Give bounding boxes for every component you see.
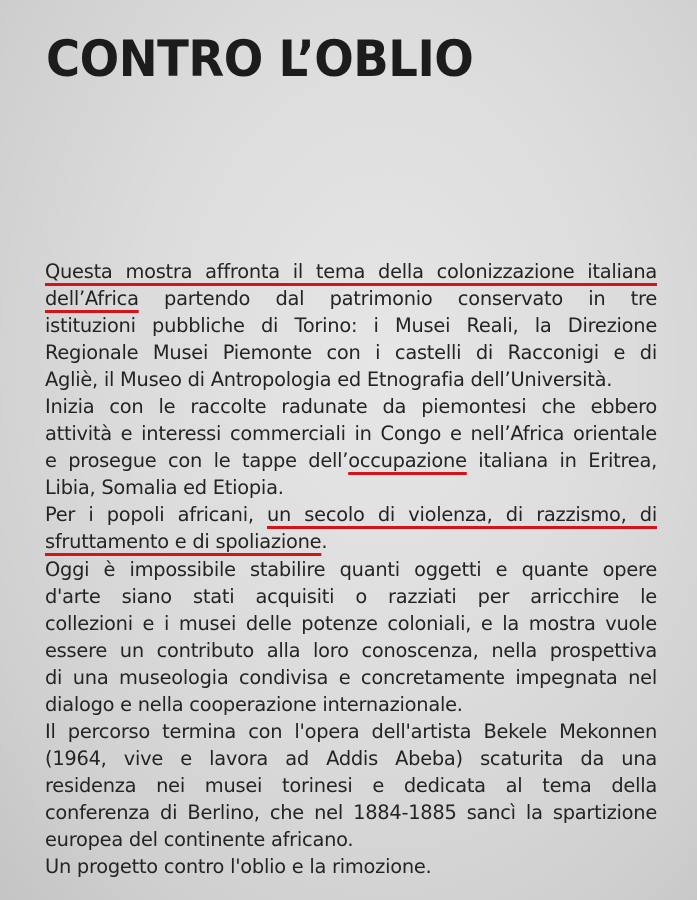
text-line — [45, 285, 657, 312]
text-segment: . — [321, 530, 328, 554]
text-segment: Inizia con le raccolte radunate da piemontesi che ebbero — [45, 395, 657, 419]
text-segment: Il percorso termina con l'opera dell'artista Bekele Mekonnen — [45, 719, 657, 743]
text-segment: di una museologia condivisa e concretamente impegnata nel — [45, 665, 657, 689]
red-underlined-text: Questa mostra affronta il tema della colonizzazione italiana — [45, 260, 657, 283]
text-line — [45, 664, 657, 691]
text-line — [45, 556, 657, 583]
red-underlined-text: un secolo di violenza, di razzismo, di — [267, 503, 657, 527]
text-line — [45, 772, 657, 799]
panel-body-text — [45, 258, 657, 880]
text-segment: partendo dal patrimonio conservato in tre — [138, 287, 657, 311]
text-segment: Per i popoli africani, — [45, 503, 267, 527]
text-segment: istituzioni pubbliche di Torino: i Musei Reali, la Direzione — [45, 314, 657, 338]
text-line — [45, 583, 657, 610]
text-line — [45, 339, 657, 366]
text-line — [45, 637, 657, 664]
text-line — [45, 501, 657, 528]
text-segment: residenza nei musei torinesi e dedicata al tema della — [45, 773, 657, 797]
red-underlined-text: sfruttamento e di spoliazione — [45, 530, 322, 554]
text-segment: d'arte siano stati acquisiti o razziati per arricchire le — [45, 584, 657, 608]
text-segment: italiana in Eritrea, — [466, 449, 657, 473]
text-line — [45, 528, 657, 555]
text-line — [45, 312, 657, 339]
text-segment: attività e interessi commerciali in Congo e nell’Africa orientale — [45, 422, 657, 446]
text-segment: dialogo e nella cooperazione internazionale. — [45, 692, 463, 716]
text-line — [45, 691, 657, 718]
text-line — [45, 366, 657, 393]
text-line — [45, 258, 657, 285]
text-line — [45, 853, 657, 880]
text-line — [45, 610, 657, 637]
text-line — [45, 745, 657, 772]
text-segment: conferenza di Berlino, che nel 1884-1885 sancì la spartizione — [45, 800, 657, 824]
panel-title: CONTRO L’OBLIO — [46, 30, 474, 88]
text-segment: e prosegue con le tappe dell’ — [45, 449, 349, 473]
text-line — [45, 826, 657, 853]
text-line — [45, 718, 657, 745]
text-segment: Libia, Somalia ed Etiopia. — [45, 476, 284, 500]
text-line — [45, 420, 657, 447]
red-underlined-text: occupazione — [348, 449, 467, 473]
text-line — [45, 799, 657, 826]
text-segment: Oggi è impossibile stabilire quanti oggetti e quante opere — [45, 557, 657, 581]
text-segment: collezioni e i musei delle potenze coloniali, e la mostra vuole — [45, 611, 657, 635]
text-segment: Agliè, il Museo di Antropologia ed Etnografia dell’Università. — [45, 368, 613, 392]
red-underlined-text: dell’Africa — [45, 287, 139, 311]
text-line — [45, 447, 657, 474]
text-segment: (1964, vive e lavora ad Addis Abeba) scaturita da una — [45, 746, 657, 770]
text-segment: Un progetto contro l'oblio e la rimozione. — [45, 855, 432, 879]
text-segment: europea del continente africano. — [45, 827, 354, 851]
text-segment: essere un contributo alla loro conoscenza, nella prospettiva — [45, 638, 657, 662]
text-line — [45, 474, 657, 501]
text-segment: Regionale Musei Piemonte con i castelli di Racconigi e di — [45, 341, 657, 365]
text-line — [45, 393, 657, 420]
